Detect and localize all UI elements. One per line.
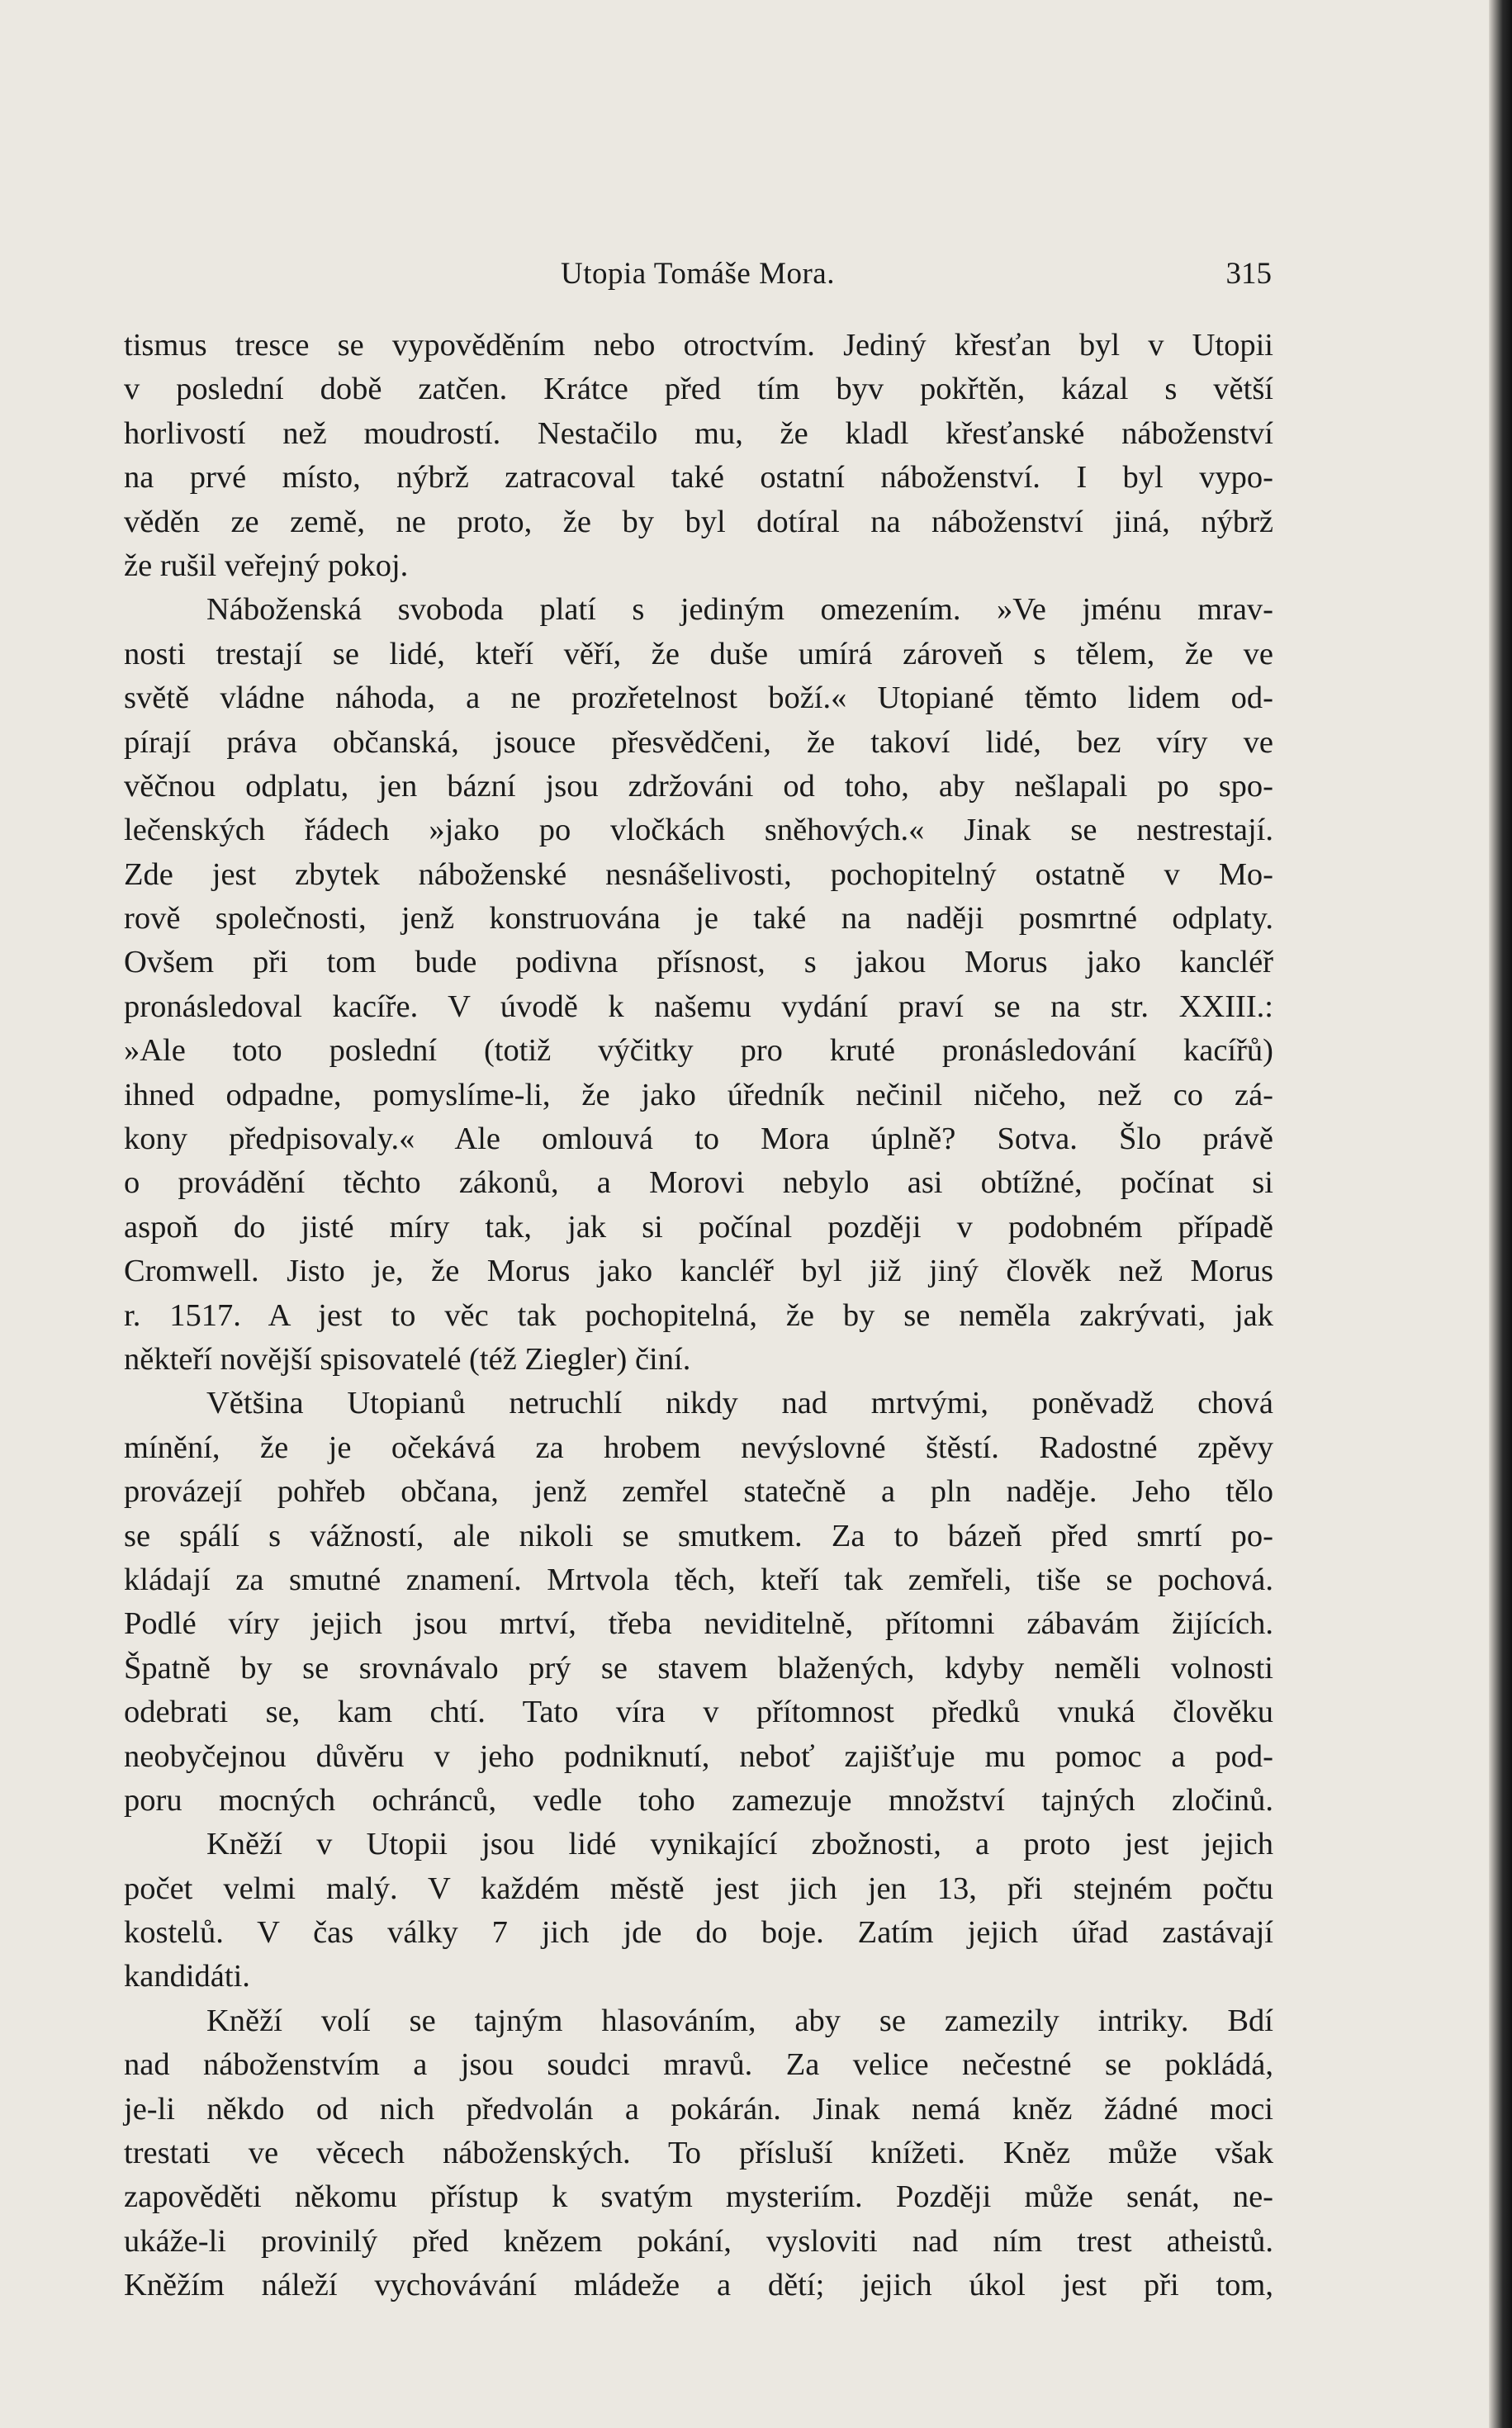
text-line: lečenských řádech »jako po vločkách sněhových.« Jinak se nestrestají. <box>124 813 1273 848</box>
text-line: poru mocných ochránců, vedle toho zamezuje množství tajných zločinů. <box>124 1782 1273 1818</box>
text-line: kandidáti. <box>124 1959 250 1994</box>
text-line: kostelů. V čas války 7 jich jde do boje. Zatím jejich úřad zastávají <box>124 1915 1273 1951</box>
text-line: zapověděti někomu přístup k svatým mysteriím. Později může senát, ne- <box>124 2179 1273 2215</box>
text-line: pronásledoval kacíře. V úvodě k našemu vydání praví se na str. XXIII.: <box>124 989 1273 1024</box>
page-number: 315 <box>1225 257 1272 291</box>
text-line: v poslední době zatčen. Krátce před tím byv pokřtěn, kázal s větší <box>124 372 1273 407</box>
text-line: Špatně by se srovnávalo prý se stavem blažených, kdyby neměli volnosti <box>124 1650 1273 1686</box>
text-line: se spálí s vážností, ale nikoli se smutkem. Za to bázeň před smrtí po- <box>124 1518 1273 1553</box>
text-line: tismus tresce se vypověděním nebo otroctvím. Jediný křesťan byl v Utopii <box>124 328 1273 363</box>
book-spine-edge <box>1489 0 1512 2428</box>
text-line: ukáže-li provinilý před knězem pokání, vysloviti nad ním trest atheistů. <box>124 2223 1273 2259</box>
text-line: r. 1517. A jest to věc tak pochopitelná, že by se neměla zakrývati, jak <box>124 1297 1273 1333</box>
text-line: světě vládne náhoda, a ne prozřetelnost boží.« Utopiané těmto lidem od- <box>124 681 1273 716</box>
text-line: Ovšem při tom bude podivna přísnost, s jakou Morus jako kancléř <box>124 945 1273 980</box>
text-line: Cromwell. Jisto je, že Morus jako kancléř byl již jiný člověk než Morus <box>124 1254 1273 1289</box>
text-line: nosti trestají se lidé, kteří věří, že duše umírá zároveň s tělem, že ve <box>124 636 1273 671</box>
text-line: »Ale toto poslední (totiž výčitky pro kruté pronásledování kacířů) <box>124 1033 1273 1069</box>
running-title: Utopia Tomáše Mora. <box>561 257 835 291</box>
text-line: provázejí pohřeb občana, jenž zemřel statečně a pln naděje. Jeho tělo <box>124 1474 1273 1510</box>
text-line: je-li někdo od nich předvolán a pokárán. Jinak nemá kněz žádné moci <box>124 2091 1273 2127</box>
text-line: mínění, že je očekává za hrobem nevýslovné štěstí. Radostné zpěvy <box>124 1430 1273 1465</box>
text-line: aspoň do jisté míry tak, jak si počínal později v podobném případě <box>124 1209 1273 1245</box>
text-line: neobyčejnou důvěru v jeho podniknutí, neboť zajišťuje mu pomoc a pod- <box>124 1738 1273 1774</box>
text-line: trestati ve věcech náboženských. To přísluší knížeti. Kněz může však <box>124 2136 1273 2171</box>
page-header <box>124 256 1272 297</box>
text-line: počet velmi malý. V každém městě jest jich jen 13, při stejném počtu <box>124 1871 1273 1906</box>
text-line: Podlé víry jejich jsou mrtví, třeba neviditelně, přítomni zábavám žijících. <box>124 1606 1273 1642</box>
text-line: Zde jest zbytek náboženské nesnášelivosti, pochopitelný ostatně v Mo- <box>124 856 1273 892</box>
text-line: věčnou odplatu, jen bázní jsou zdržováni od toho, aby nešlapali po spo- <box>124 768 1273 804</box>
text-line: na prvé místo, nýbrž zatracoval také ostatní náboženství. I byl vypo- <box>124 460 1273 496</box>
text-line: že rušil veřejný pokoj. <box>124 548 409 583</box>
text-line: kládají za smutné znamení. Mrtvola těch, kteří tak zemřeli, tiše se pochová. <box>124 1562 1273 1597</box>
text-line: horlivostí než moudrostí. Nestačilo mu, že kladl křesťanské náboženství <box>124 415 1273 451</box>
text-line: někteří novější spisovatelé (též Ziegler) činí. <box>124 1341 691 1377</box>
text-line: o provádění těchto zákonů, a Morovi nebylo asi obtížné, počínat si <box>124 1165 1273 1201</box>
text-line: Většina Utopianů netruchlí nikdy nad mrtvými, poněvadž chová <box>206 1386 1273 1421</box>
text-line: kony předpisovaly.« Ale omlouvá to Mora úplně? Sotva. Šlo právě <box>124 1122 1273 1157</box>
text-line: ihned odpadne, pomyslíme-li, že jako úředník nečinil ničeho, než co zá- <box>124 1077 1273 1112</box>
text-line: věděn ze země, ne proto, že by byl dotíral na náboženství jiná, nýbrž <box>124 504 1273 539</box>
text-line: Kněží volí se tajným hlasováním, aby se zamezily intriky. Bdí <box>206 2003 1273 2038</box>
text-line: odebrati se, kam chtí. Tato víra v přítomnost předků vnuká člověku <box>124 1695 1273 1730</box>
text-line: Náboženská svoboda platí s jediným omezením. »Ve jménu mrav- <box>206 592 1273 628</box>
text-line: rově společnosti, jenž konstruována je také na naději posmrtné odplaty. <box>124 901 1273 937</box>
body-text <box>124 324 1273 2308</box>
text-line: nad náboženstvím a jsou soudci mravů. Za velice nečestné se pokládá, <box>124 2047 1273 2083</box>
text-line: Kněžím náleží vychovávání mládeže a dětí; jejich úkol jest při tom, <box>124 2268 1273 2303</box>
text-line: pírají práva občanská, jsouce přesvědčeni, že takoví lidé, bez víry ve <box>124 724 1273 760</box>
text-line: Kněží v Utopii jsou lidé vynikající zbožnosti, a proto jest jejich <box>206 1827 1273 1862</box>
